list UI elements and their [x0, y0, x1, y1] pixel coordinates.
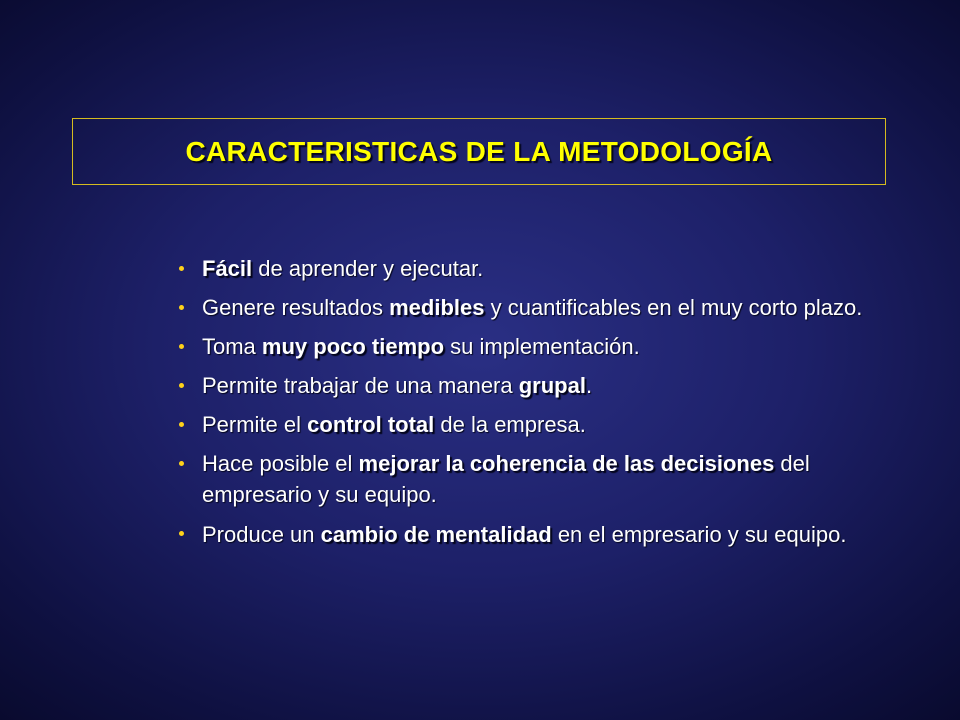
- bullet-item-coherencia: [176, 448, 876, 510]
- bullet-item-grupal: [176, 370, 876, 401]
- bullet-text: de aprender y ejecutar.: [252, 256, 484, 281]
- bullet-dot-icon: [179, 422, 184, 427]
- bullet-dot-icon: [179, 383, 184, 388]
- bullet-item-medibles: [176, 292, 876, 323]
- bullet-text: Permite trabajar de una manera: [202, 373, 519, 398]
- bullet-dot-icon: [179, 266, 184, 271]
- bullet-dot-icon: [179, 305, 184, 310]
- bullet-dot-icon: [179, 344, 184, 349]
- bullet-dot-icon: [179, 531, 184, 536]
- bullet-text: su implementación.: [444, 334, 640, 359]
- bullet-item-tiempo: [176, 331, 876, 362]
- bullet-text: .: [585, 373, 593, 398]
- bullet-emphasis: control total: [307, 412, 435, 437]
- bullet-text: Produce un: [202, 522, 321, 547]
- bullet-emphasis: Fácil: [202, 256, 253, 281]
- bullet-text: de la empresa.: [434, 412, 586, 437]
- bullet-text: Toma: [202, 334, 262, 359]
- bullet-list: [176, 253, 876, 559]
- bullet-emphasis: mejorar la coherencia de las decisiones: [358, 451, 775, 476]
- bullet-text: y cuantificables en el muy corto plazo.: [484, 295, 863, 320]
- slide-title: CARACTERISTICAS DE LA METODOLOGÍA: [185, 135, 773, 167]
- bullet-text: Permite el: [202, 412, 308, 437]
- bullet-emphasis: muy poco tiempo: [261, 334, 445, 359]
- bullet-item-facil: [176, 253, 876, 284]
- bullet-text: Genere resultados: [202, 295, 390, 320]
- title-box: [72, 118, 886, 185]
- bullet-text: en el empresario y su equipo.: [551, 522, 847, 547]
- bullet-emphasis: medibles: [389, 295, 485, 320]
- bullet-emphasis: grupal: [518, 373, 586, 398]
- bullet-item-control: [176, 409, 876, 440]
- bullet-text: Hace posible el: [202, 451, 359, 476]
- bullet-text: del empresario y su equipo.: [202, 451, 810, 507]
- bullet-emphasis: cambio de mentalidad: [320, 522, 552, 547]
- bullet-dot-icon: [179, 461, 184, 466]
- bullet-item-mentalidad: [176, 518, 876, 551]
